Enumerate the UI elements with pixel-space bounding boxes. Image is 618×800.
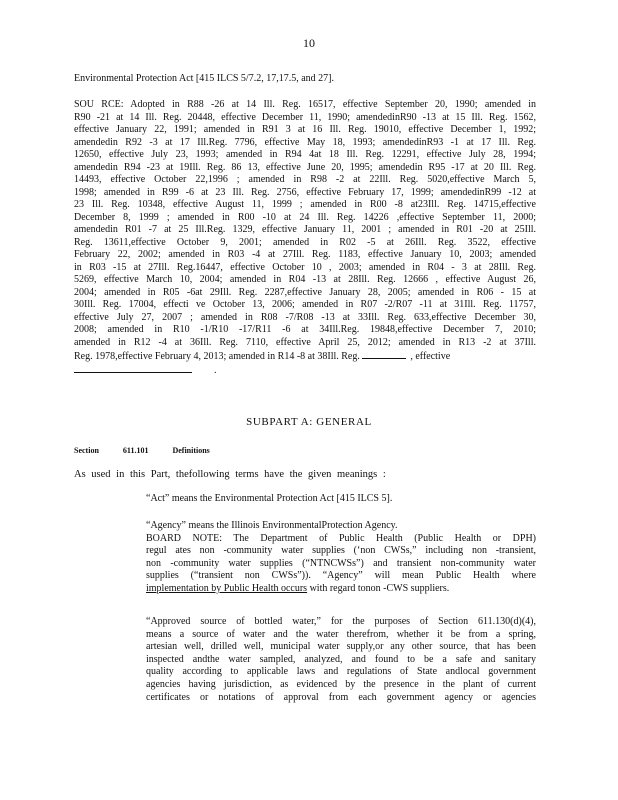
source-note-line: amendedin R92 -3 at 17 Ill.Reg. 7796, effective May 18, 1993; amendedinR93 -1 at 17 Ill. Reg. xyxy=(74,136,536,148)
source-note-line: Reg. 13611,effective October 9, 2001; amended in R02 -5 at 26Ill. Reg. 3522, effective xyxy=(74,236,536,248)
approved-source-line: certificates or notations of approval from each government agency or agencies xyxy=(146,691,536,703)
approved-source-line: agencies having jurisdiction, as evidenced by the presence in the plant of current xyxy=(146,678,536,690)
source-note-end-row xyxy=(74,364,536,378)
source-note-line: in R03 -15 at 27Ill. Reg.16447, effective October 10 , 2003; amended in R04 - 3 at 28Ill. Reg. xyxy=(74,261,536,273)
approved-source-line: inspected andthe water sampled, analyzed, and found to be a safe and sanitary xyxy=(146,653,536,665)
definition-agency-text: “Agency” means the Illinois EnvironmentalProtection Agency. xyxy=(146,520,398,531)
underlined-insertion: implementation by Public Health occurs xyxy=(146,582,308,594)
approved-source-line: artesian well, drilled well, municipal water supply,or any other source, that has been xyxy=(146,641,536,653)
source-note-end-mark: . xyxy=(214,364,217,376)
board-note-line: supplies (“transient non CWSs”)). “Agency” will mean Public Health where xyxy=(146,570,536,582)
definitions-intro: As used in this Part, thefollowing terms have the given meanings : xyxy=(74,469,386,480)
source-note-line: 14493, effective October 22,1996 ; amended in R98 -2 at 22Ill. Reg. 5020,effective March 5, xyxy=(74,174,536,185)
source-note-line: 12650, effective July 23, 1993; amended in R94 4at 18 Ill. Reg. 12291, effective July 28, 1994; xyxy=(74,149,536,160)
source-note-line: R90 -21 at 14 Ill. Reg. 20448, effective December 11, 1990; amendedinR90 -13 at 15 Ill. Reg. 1562, xyxy=(74,111,536,123)
source-note xyxy=(74,99,536,377)
source-note-line: SOU RCE: Adopted in R88 -26 at 14 Ill. Reg. 16517, effective September 20, 1990; amended in xyxy=(74,99,536,110)
approved-source-line: “Approved source of bottled water,” for the purposes of Section 611.130(d)(4), xyxy=(146,616,536,627)
definition-approved-source xyxy=(146,616,536,704)
section-label: Section xyxy=(74,446,99,455)
source-note-line: 30Ill. Reg. 17004, effecti ve October 13, 2006; amended in R07 -2/R07 -11 at 31Ill. Reg. 11757, xyxy=(74,299,536,310)
subpart-heading: SUBPART A: GENERAL xyxy=(246,416,372,428)
source-note-line: December 8, 1999 ; amended in R00 -10 at 24 Ill. Reg. 14226 ,effective September 11, 2000; xyxy=(74,211,536,223)
section-title: Definitions xyxy=(172,446,210,455)
approved-source-line: quality according to applicable laws and regulations of State andlocal government xyxy=(146,666,536,678)
source-note-line: effective July 27, 2007 ; amended in R08 -7/R08 -13 at 33Ill. Reg. 633,effective December 30, xyxy=(74,311,536,323)
definition-agency xyxy=(146,520,536,596)
source-note-line: 1998; amended in R99 -6 at 23 Ill. Reg. 2756, effective February 17, 1999; amendedinR99 -12 at xyxy=(74,186,536,198)
board-note-line: regul ates non -community water supplies (‘non CWSs,” including non -transient, xyxy=(146,545,536,557)
page-number: 10 xyxy=(303,36,315,50)
section-number: 611.101 xyxy=(122,446,149,455)
section-heading xyxy=(74,446,232,455)
source-note-line: amended in R12 -4 at 36Ill. Reg. 7110, effective April 25, 2012; amended in R13 -2 at 37Ill. xyxy=(74,336,536,348)
approved-source-line: means a source of water and the water therefrom, whether it be from a spring, xyxy=(146,628,536,640)
board-note-tail: with regard tonon -CWS suppliers. xyxy=(307,582,450,594)
source-note-line: February 22, 2002; amended in R03 -4 at 27Ill. Reg. 1183, effective January 10, 2003; amended xyxy=(74,249,536,260)
source-note-line: 2004; amended in R05 -6at 29Ill. Reg. 2287,effective January 28, 2005; amended in R06 - 15 at xyxy=(74,286,536,298)
definition-act xyxy=(146,493,536,516)
source-note-line: amendedin R01 -7 at 25 Ill.Reg. 1329, effective January 11, 2001 ; amended in R01 -20 at 25Ill. xyxy=(74,224,536,235)
source-note-line xyxy=(74,349,536,364)
source-note-line-text: Reg. 1978,effective February 4, 2013; amended in R14 -8 at 38Ill. Reg. xyxy=(74,351,363,362)
board-note-line: BOARD NOTE: The Department of Public Health (Public Health or DPH) xyxy=(146,532,536,544)
source-note-effective: , effective xyxy=(410,351,451,362)
board-note-line: non -community water supplies (“NTNCWSs”) and transient non-community water xyxy=(146,557,536,569)
blank-effective-date-line xyxy=(74,364,192,373)
source-note-line: effective January 22, 1991; amended in R91 3 at 16 Ill. Reg. 19010, effective December 1, 1992; xyxy=(74,124,536,135)
source-note-line: 5269, effective March 10, 2004; amended in R04 -13 at 28Ill. Reg. 12666 , effective August 26, xyxy=(74,274,536,285)
source-note-line: 23 Ill. Reg. 10348, effective August 11, 1999 ; amended in R00 -8 at23Ill. Reg. 14715,effective xyxy=(74,199,536,210)
source-intro: Environmental Protection Act [415 ILCS 5/7.2, 17,17.5, and 27]. xyxy=(74,73,334,84)
source-note-line: amendedin R94 -23 at 19Ill. Reg. 86 13, effective June 20, 1995; amendedin R95 -17 at 20 Ill. Reg. xyxy=(74,161,536,173)
definition-act-text: “Act” means the Environmental Protection Act [415 ILCS 5]. xyxy=(146,493,393,504)
source-note-line: 2008; amended in R10 -1/R10 -17/R11 -6 at 34Ill.Reg. 19848,effective December 7, 2010; xyxy=(74,324,536,335)
board-note-last-line xyxy=(146,583,536,596)
blank-fill-line xyxy=(362,349,406,359)
